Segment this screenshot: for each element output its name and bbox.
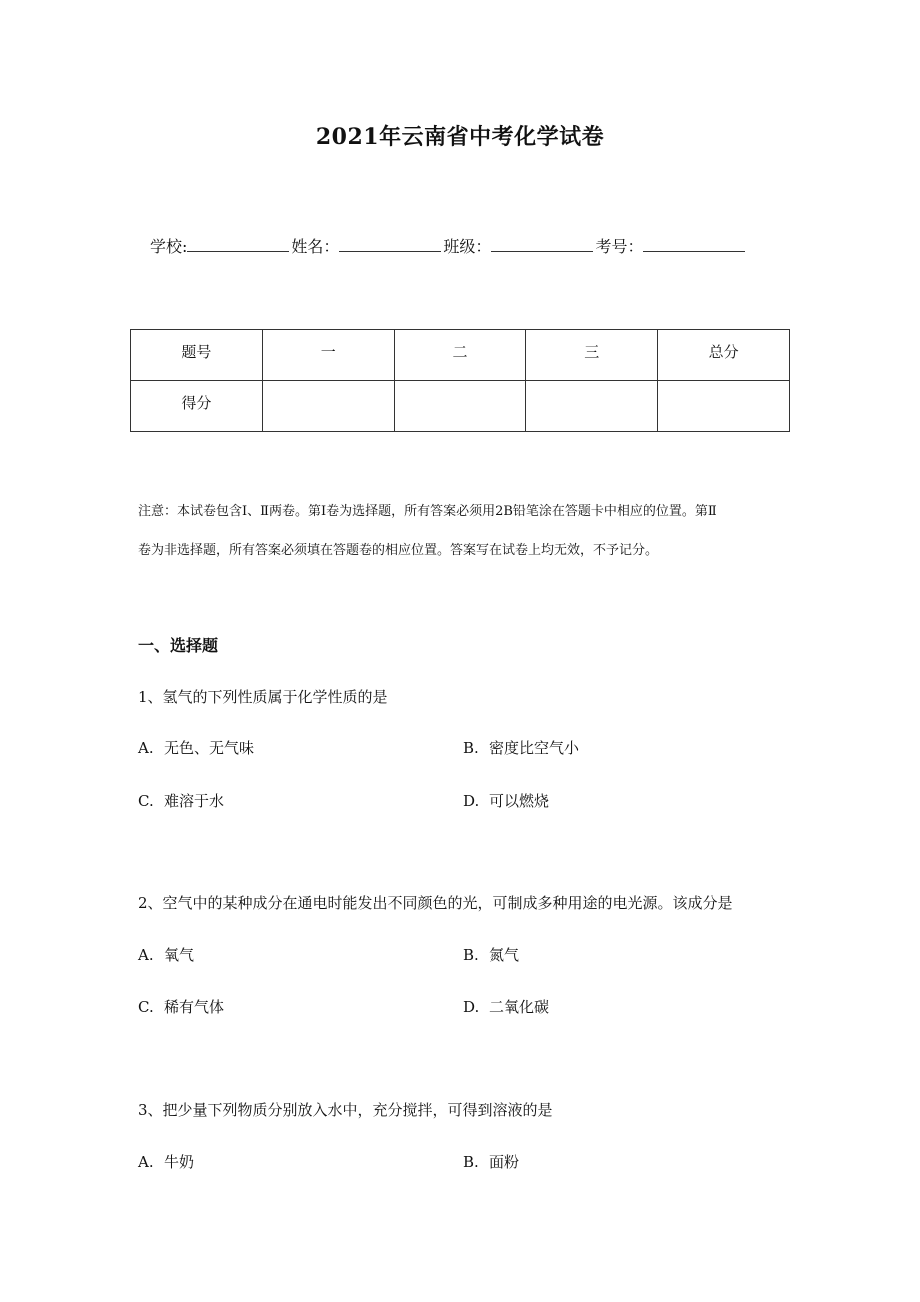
- score-cell-total[interactable]: [658, 381, 790, 432]
- school-blank[interactable]: [187, 235, 289, 252]
- question-1-text: 1、氢气的下列性质属于化学性质的是: [138, 688, 388, 706]
- class-label: 班级：: [443, 237, 492, 256]
- q2-option-b[interactable]: [463, 944, 519, 965]
- school-label: 学校:: [150, 237, 188, 256]
- q1-option-b-letter: B.: [463, 739, 479, 757]
- q3-option-a-letter: A.: [138, 1153, 154, 1171]
- q2-option-c-letter: C.: [138, 998, 154, 1016]
- q2-option-b-text: 氮气: [489, 946, 520, 964]
- q2-option-d-letter: D.: [463, 998, 480, 1016]
- score-cell-part-1[interactable]: [262, 381, 394, 432]
- header-cell-part-3: 三: [526, 330, 658, 381]
- q1-option-d-text: 可以燃烧: [489, 792, 550, 810]
- student-info-line: [150, 234, 747, 257]
- q1-option-a-letter: A.: [138, 739, 154, 757]
- q1-option-b-text: 密度比空气小: [489, 739, 580, 757]
- score-table-header-row: [131, 330, 790, 381]
- name-blank[interactable]: [339, 235, 441, 252]
- q3-option-b-text: 面粉: [489, 1153, 520, 1171]
- score-table-score-row: [131, 381, 790, 432]
- number-blank[interactable]: [643, 235, 745, 252]
- q1-option-c[interactable]: [138, 790, 224, 811]
- score-row-label: 得分: [131, 381, 263, 432]
- q2-option-a-text: 氧气: [164, 946, 195, 964]
- q3-option-a-text: 牛奶: [164, 1153, 195, 1171]
- q2-option-a-letter: A.: [138, 946, 154, 964]
- exam-title: 2021年云南省中考化学试卷: [315, 124, 605, 150]
- q2-option-b-letter: B.: [463, 946, 479, 964]
- class-blank[interactable]: [491, 235, 593, 252]
- header-cell-part-1: 一: [262, 330, 394, 381]
- notice-line-2: 卷为非选择题，所有答案必须填在答题卷的相应位置。答案写在试卷上均无效，不予记分。: [138, 543, 659, 558]
- q3-option-b[interactable]: [463, 1151, 519, 1172]
- q2-option-d[interactable]: [463, 996, 549, 1017]
- score-table: [130, 329, 790, 432]
- notice-line-1: 注意：本试卷包含Ⅰ、Ⅱ两卷。第Ⅰ卷为选择题，所有答案必须用2B铅笔涂在答题卡中相应的位置。第Ⅱ: [138, 504, 717, 519]
- q1-option-d[interactable]: [463, 790, 549, 811]
- section-title-choice: 一、选择题: [138, 636, 219, 655]
- q1-option-c-letter: C.: [138, 792, 154, 810]
- question-3-text: 3、把少量下列物质分别放入水中，充分搅拌，可得到溶液的是: [138, 1101, 553, 1119]
- q1-option-a[interactable]: [138, 737, 254, 758]
- q3-option-b-letter: B.: [463, 1153, 479, 1171]
- q2-option-d-text: 二氧化碳: [489, 998, 550, 1016]
- number-label: 考号：: [595, 237, 644, 256]
- q1-option-a-text: 无色、无气味: [164, 739, 255, 757]
- score-cell-part-3[interactable]: [526, 381, 658, 432]
- header-cell-part-2: 二: [394, 330, 526, 381]
- header-cell-total: 总分: [658, 330, 790, 381]
- q2-option-c[interactable]: [138, 996, 224, 1017]
- q2-option-c-text: 稀有气体: [164, 998, 225, 1016]
- question-2-text: 2、空气中的某种成分在通电时能发出不同颜色的光，可制成多种用途的电光源。该成分是: [138, 894, 733, 912]
- q1-option-c-text: 难溶于水: [164, 792, 225, 810]
- header-cell-question-no: 题号: [131, 330, 263, 381]
- score-cell-part-2[interactable]: [394, 381, 526, 432]
- q2-option-a[interactable]: [138, 944, 194, 965]
- q3-option-a[interactable]: [138, 1151, 194, 1172]
- name-label: 姓名：: [291, 237, 340, 256]
- notice-paragraph: [138, 492, 788, 570]
- q1-option-d-letter: D.: [463, 792, 480, 810]
- q1-option-b[interactable]: [463, 737, 579, 758]
